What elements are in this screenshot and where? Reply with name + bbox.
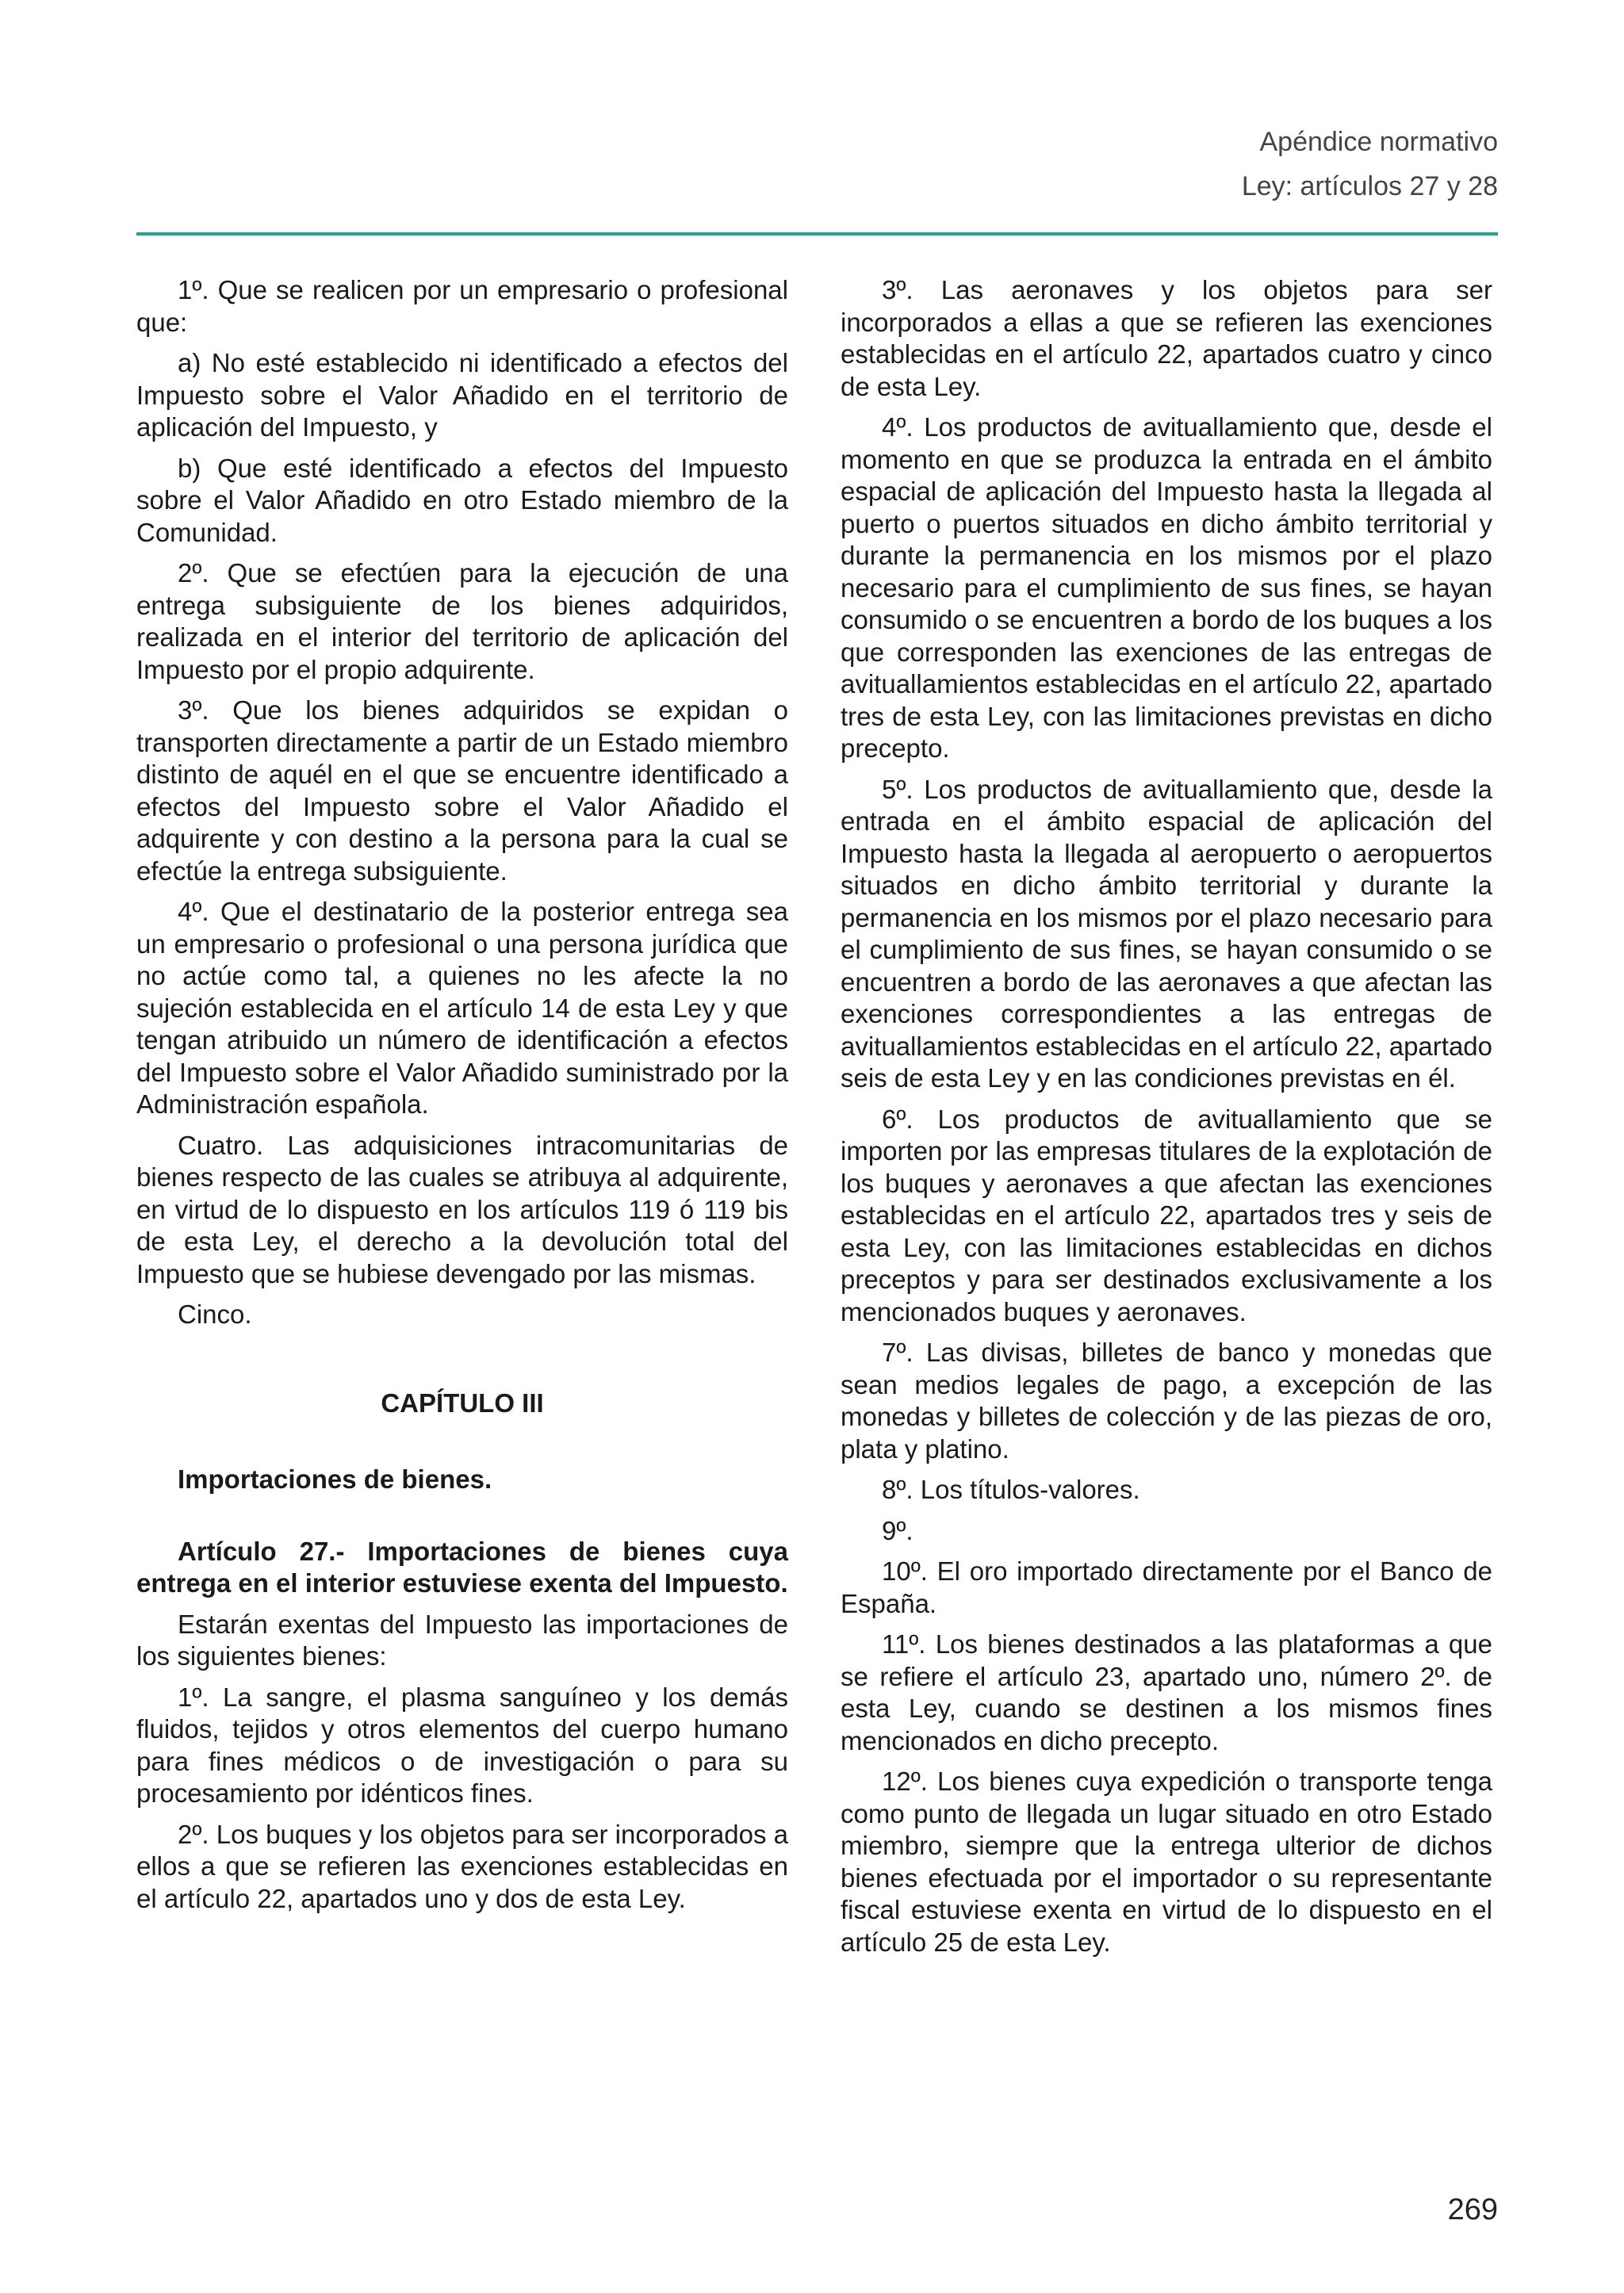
left-column	[136, 274, 788, 1924]
page-number: 269	[1447, 2193, 1498, 2226]
paragraph: 9º.	[882, 1515, 914, 1545]
right-column	[841, 274, 1492, 1967]
paragraph: b) Que esté identificado a efectos del Impuesto sobre el Valor Añadido en otro Estado miembro de la Comunidad.	[136, 453, 788, 547]
spacer	[136, 1496, 788, 1536]
paragraph: Cinco.	[178, 1300, 252, 1329]
spacer	[136, 1419, 788, 1464]
paragraph: 2º. Los buques y los objetos para ser incorporados a ellos a que se refieren las exenciones establecidas en el artículo 22, apartados uno y dos de esta Ley.	[136, 1819, 788, 1913]
paragraph: Cuatro. Las adquisiciones intracomunitarias de bienes respecto de las cuales se atribuya al adquirente, en virtud de lo dispuesto en los artículos 119 ó 119 bis de esta Ley, el derecho a la devolución total del Impuesto que se hubiese devengado por las mismas.	[136, 1130, 788, 1288]
paragraph: 10º. El oro importado directamente por el Banco de España.	[841, 1556, 1492, 1618]
paragraph: 8º. Los títulos-valores.	[882, 1475, 1140, 1504]
paragraph: 3º. Las aeronaves y los objetos para ser incorporados a ellas a que se refieren las exenciones establecidas en el artículo 22, apartados cuatro y cinco de esta Ley.	[841, 275, 1492, 401]
paragraph: Estarán exentas del Impuesto las importaciones de los siguientes bienes:	[136, 1609, 788, 1671]
paragraph: 12º. Los bienes cuya expedición o transporte tenga como punto de llegada un lugar situado en otro Estado miembro, siempre que la entrega ulterior de dichos bienes efectuada por el importador o su representante fiscal estuviese exenta en virtud de lo dispuesto en el artículo 25 de esta Ley.	[841, 1767, 1492, 1957]
spacer	[136, 1340, 788, 1388]
paragraph: 4º. Los productos de avituallamiento que, desde el momento en que se produzca la entrada en el ámbito espacial de aplicación del Impuesto hasta la llegada al puerto o puertos situados en dicho ámbito territorial y durante la permanencia en los mismos por el plazo necesario para el cumplimiento de sus fines, se hayan consumido o se encuentren a bordo de los buques a los que corresponden las exenciones de las entregas de avituallamientos establecidas en el artículo 22, apartado tres de esta Ley, con las limitaciones previstas en dicho precepto.	[841, 412, 1492, 763]
header-section: Apéndice normativo	[1259, 127, 1498, 157]
paragraph: 11º. Los bienes destinados a las plataformas a que se refiere el artículo 23, apartado uno, número 2º. de esta Ley, cuando se destinen a los mismos fines mencionados en dicho precepto.	[841, 1629, 1492, 1755]
paragraph: a) No esté establecido ni identificado a efectos del Impuesto sobre el Valor Añadido en el territorio de aplicación del Impuesto, y	[136, 348, 788, 442]
paragraph: 6º. Los productos de avituallamiento que se importen por las empresas titulares de la explotación de los buques y aeronaves a que afectan las exenciones establecidas en el artículo 22, apartados tres y seis de esta Ley, con las limitaciones establecidas en dichos preceptos y para ser destinados exclusivamente a los mencionados buques y aeronaves.	[841, 1104, 1492, 1326]
paragraph: 7º. Las divisas, billetes de banco y monedas que sean medios legales de pago, a excepción de las monedas y billetes de colección y de las piezas de oro, plata y platino.	[841, 1338, 1492, 1464]
chapter-title: Importaciones de bienes.	[178, 1464, 492, 1494]
header-subsection: Ley: artículos 27 y 28	[1241, 171, 1498, 201]
paragraph: 2º. Que se efectúen para la ejecución de una entrega subsiguiente de los bienes adquiridos, realizada en el interior del territorio de aplicación del Impuesto por el propio adquirente.	[136, 558, 788, 684]
article-heading: Artículo 27.- Importaciones de bienes cuya entrega en el interior estuviese exenta del Impuesto.	[136, 1536, 788, 1598]
header-rule	[136, 232, 1498, 235]
running-header	[136, 119, 1498, 208]
chapter-heading: CAPÍTULO III	[381, 1388, 544, 1418]
paragraph: 1º. Que se realicen por un empresario o profesional que:	[136, 275, 788, 337]
paragraph: 3º. Que los bienes adquiridos se expidan o transporten directamente a partir de un Estado miembro distinto de aquél en el que se encuentre identificado a efectos del Impuesto sobre el Valor Añadido el adquirente y con destino a la persona para la cual se efectúe la entrega subsiguiente.	[136, 695, 788, 886]
paragraph: 4º. Que el destinatario de la posterior entrega sea un empresario o profesional o una persona jurídica que no actúe como tal, a quienes no les afecte la no sujeción establecida en el artículo 14 de esta Ley y que tengan atribuido un número de identificación a efectos del Impuesto sobre el Valor Añadido suministrado por la Administración española.	[136, 897, 788, 1119]
paragraph: 1º. La sangre, el plasma sanguíneo y los demás fluidos, tejidos y otros elementos del cuerpo humano para fines médicos o de investigación o para su procesamiento por idénticos fines.	[136, 1682, 788, 1808]
paragraph: 5º. Los productos de avituallamiento que, desde la entrada en el ámbito espacial de aplicación del Impuesto hasta la llegada al aeropuerto o aeropuertos situados en dicho ámbito territorial y durante la permanencia en los mismos por el plazo necesario para el cumplimiento de sus fines, se hayan consumido o se encuentren a bordo de las aeronaves a que afectan las exenciones correspondientes a las entregas de avituallamientos establecidas en el artículo 22, apartado seis de esta Ley y en las condiciones previstas en él.	[841, 774, 1492, 1093]
